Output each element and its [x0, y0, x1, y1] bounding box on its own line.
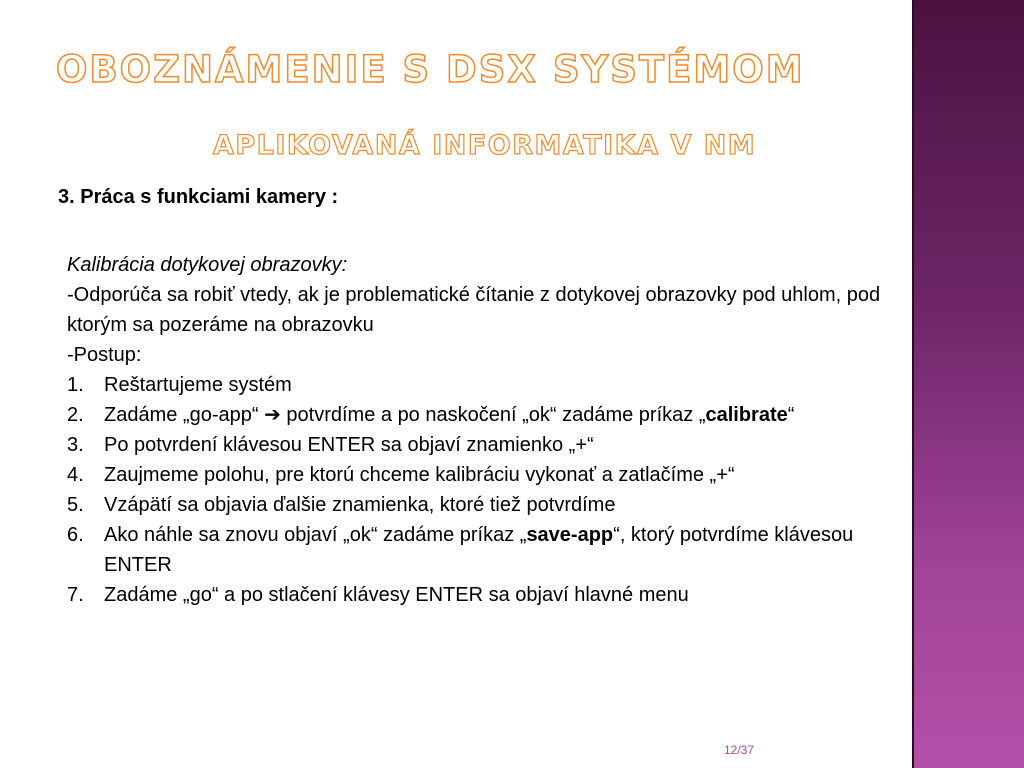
step-text: Zadáme „go-app“: [104, 404, 265, 426]
step-number: 4.: [67, 464, 84, 486]
step-text: Ako náhle sa znovu objaví „ok“ zadáme príkaz „: [104, 524, 527, 546]
step-text-tail: “, ktorý potvrdíme klávesou ENTER: [104, 524, 854, 576]
step-number: 2.: [67, 404, 84, 426]
list-item: [67, 370, 907, 400]
command-save-app: save-app: [526, 524, 614, 546]
step-text-tail: “: [787, 404, 795, 426]
step-text: Po potvrdení klávesou ENTER sa objaví znamienko „+“: [104, 434, 594, 456]
command-calibrate: calibrate: [705, 404, 788, 426]
slide-title: OBOZNÁMENIE S DSX SYSTÉMOM: [56, 48, 805, 91]
decorative-side-band: [912, 0, 1024, 768]
step-text: Zaujmeme polohu, pre ktorú chceme kalibráciu vykonať a zatlačíme „+“: [104, 464, 735, 486]
step-number: 7.: [67, 584, 84, 606]
page-number: 12/37: [724, 743, 755, 757]
step-number: 3.: [67, 434, 84, 456]
list-item: [67, 460, 907, 490]
calibration-heading: Kalibrácia dotykovej obrazovky:: [67, 254, 348, 276]
step-text: Vzápätí sa objavia ďalšie znamienka, ktoré tiež potvrdíme: [104, 494, 616, 516]
section-heading: 3. Práca s funkciami kamery :: [58, 186, 339, 208]
intro-line: -Odporúča sa robiť vtedy, ak je problematické čítanie z dotykovej obrazovky pod uhlom, pod ktorým sa pozeráme na obrazovku: [67, 284, 881, 336]
slide-body: [67, 250, 907, 610]
list-item: [67, 490, 907, 520]
list-item: [67, 430, 907, 460]
step-number: 5.: [67, 494, 84, 516]
slide-subtitle: APLIKOVANÁ INFORMATIKA V NM: [213, 130, 757, 161]
step-text: Zadáme „go“ a po stlačení klávesy ENTER sa objaví hlavné menu: [104, 584, 689, 606]
step-number: 1.: [67, 374, 84, 396]
list-item: [67, 400, 907, 430]
step-number: 6.: [67, 524, 84, 546]
list-item: [67, 520, 907, 580]
procedure-label: -Postup:: [67, 344, 142, 366]
procedure-steps: [67, 370, 907, 610]
arrow-icon: ➔: [264, 404, 281, 426]
step-text: Reštartujeme systém: [104, 374, 292, 396]
step-text-continued: potvrdíme a po naskočení „ok“ zadáme príkaz „: [280, 404, 706, 426]
list-item: [67, 580, 907, 610]
